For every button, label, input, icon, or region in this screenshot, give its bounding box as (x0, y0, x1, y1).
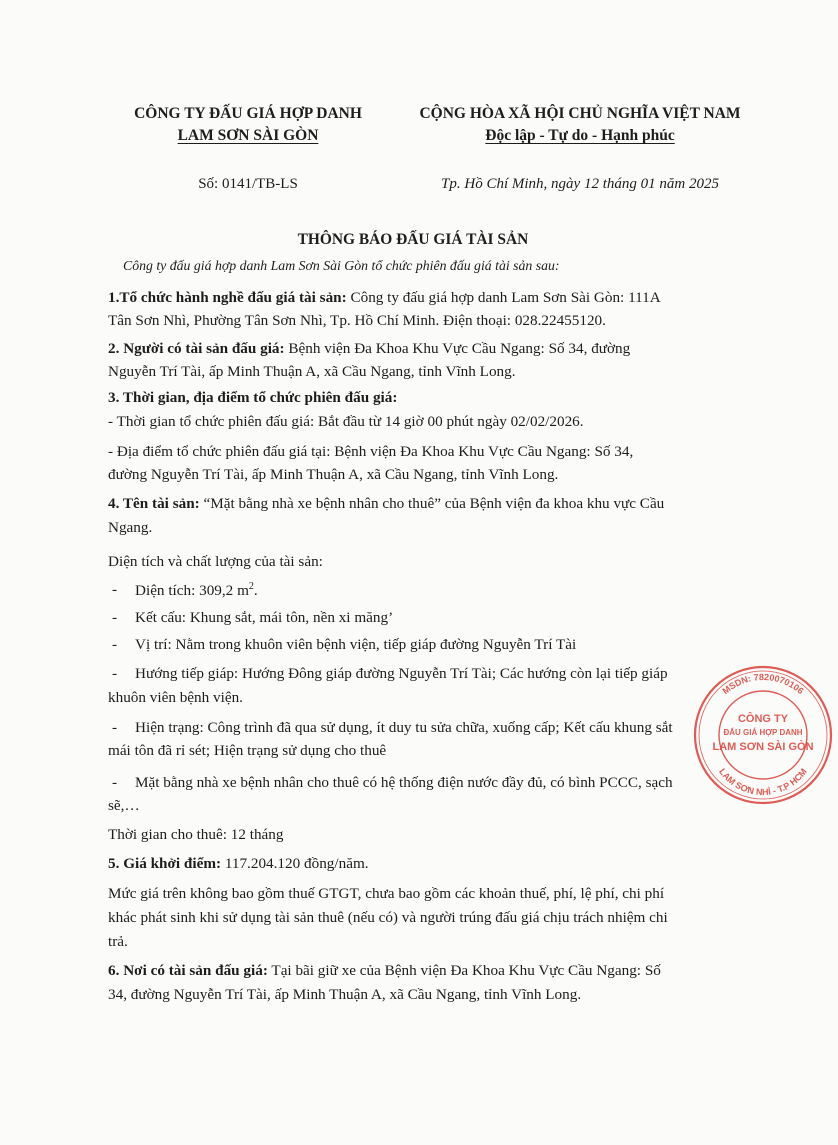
bullet-dash: - (112, 774, 118, 791)
company-name-line1: CÔNG TY ĐẤU GIÁ HỢP DANH (134, 105, 362, 122)
section-6-label: 6. Nơi có tài sản đấu giá: (108, 962, 268, 979)
company-name-line2 (118, 127, 378, 145)
stamp-line2: ĐẤU GIÁ HỢP DANH (723, 728, 803, 737)
price-note-line3: trả. (108, 933, 128, 950)
place-date: Tp. Hồ Chí Minh, ngày 12 tháng 01 năm 2025 (441, 176, 719, 192)
stamp-ring-bottom: LAM SƠN NHÌ - T.P HCM (717, 766, 809, 798)
national-motto (395, 127, 765, 145)
bullet-dash: - (112, 636, 118, 653)
section-6-line2: 34, đường Nguyễn Trí Tài, ấp Minh Thuận A, xã Cầu Ngang, tỉnh Vĩnh Long. (108, 986, 582, 1003)
stamp-ring-top: MSDN: 7820070106 (720, 671, 806, 697)
section-2-line2: Nguyễn Trí Tài, ấp Minh Thuận A, xã Cầu Ngang, tỉnh Vĩnh Long. (108, 363, 516, 380)
section-1-line1 (108, 289, 661, 307)
section-1-line2: Tân Sơn Nhì, Phường Tân Sơn Nhì, Tp. Hồ Chí Minh. Điện thoại: 028.22455120. (108, 312, 606, 329)
svg-text:LAM SƠN NHÌ - T.P HCM (717, 767, 809, 798)
section-4-line1 (108, 495, 664, 513)
asset-structure: Kết cấu: Khung sắt, mái tôn, nền xi măng’ (135, 609, 394, 626)
asset-area-end: . (253, 582, 258, 600)
section-1-label: 1.Tổ chức hành nghề đấu giá tài sản: (108, 289, 347, 306)
asset-direction-line1: Hướng tiếp giáp: Hướng Đông giáp đường Nguyễn Trí Tài; Các hướng còn lại tiếp giáp (135, 665, 668, 682)
asset-status-line1: Hiện trạng: Công trình đã qua sử dụng, ít duy tu sửa chữa, xuống cấp; Kết cấu khung sắt (135, 719, 673, 736)
section-3-place-line2: đường Nguyễn Trí Tài, ấp Minh Thuận A, xã Cầu Ngang, tỉnh Vĩnh Long. (108, 466, 559, 483)
section-3-place-line1: - Địa điểm tổ chức phiên đấu giá tại: Bệnh viện Đa Khoa Khu Vực Cầu Ngang: Số 34, (108, 443, 634, 460)
section-5-label: 5. Giá khởi điểm: (108, 855, 222, 872)
section-3-time: - Thời gian tổ chức phiên đấu giá: Bắt đầu từ 14 giờ 00 phút ngày 02/02/2026. (108, 413, 584, 430)
motto-underlined: Độc lập - Tự do - Hạnh phúc (485, 127, 675, 144)
company-stamp (688, 660, 838, 810)
svg-text:MSDN: 7820070106 (720, 672, 805, 696)
asset-location: Vị trí: Nằm trong khuôn viên bệnh viện, tiếp giáp đường Nguyễn Trí Tài (135, 636, 577, 653)
price-note-line1: Mức giá trên không bao gồm thuế GTGT, chưa bao gồm các khoản thuế, phí, lệ phí, chi phí (108, 885, 665, 902)
asset-status-line2: mái tôn đã rỉ sét; Hiện trạng sử dụng cho thuê (108, 742, 387, 759)
section-2-text: Bệnh viện Đa Khoa Khu Vực Cầu Ngang: Số 34, đường (284, 340, 631, 357)
asset-amenities-line1: Mặt bằng nhà xe bệnh nhân cho thuê có hệ thống điện nước đầy đủ, có bình PCCC, sạch (135, 774, 673, 791)
stamp-line1: CÔNG TY (737, 713, 789, 725)
asset-direction-line2: khuôn viên bệnh viện. (108, 689, 243, 706)
section-4-line2: Ngang. (108, 519, 153, 536)
starting-price: 117.204.120 đồng/năm. (221, 855, 369, 872)
bullet-dash: - (112, 719, 118, 736)
intro-text: Công ty đấu giá hợp danh Lam Sơn Sài Gòn tổ chức phiên đấu giá tài sản sau: (123, 258, 560, 273)
section-4-text: “Mặt bằng nhà xe bệnh nhân cho thuê” của Bệnh viện đa khoa khu vực Cầu (199, 495, 665, 512)
price-note-line2: khác phát sinh khi sử dụng tài sản thuê (nếu có) và người trúng đấu giá chịu trách nhiệm chi (108, 909, 668, 926)
bullet-dash: - (112, 609, 118, 626)
section-2-label: 2. Người có tài sản đấu giá: (108, 340, 285, 357)
section-4-label: 4. Tên tài sản: (108, 495, 200, 512)
section-6-text: Tại bãi giữ xe của Bệnh viện Đa Khoa Khu Vực Cầu Ngang: Số (267, 962, 661, 979)
national-title: CỘNG HÒA XÃ HỘI CHỦ NGHĨA VIỆT NAM (419, 105, 741, 122)
company-name-underlined: LAM SƠN SÀI GÒN (177, 127, 319, 144)
document-number: Số: 0141/TB-LS (198, 176, 298, 192)
asset-area (135, 581, 258, 600)
asset-area-text: Diện tích: 309,2 m (135, 582, 249, 600)
bullet-dash: - (112, 581, 118, 598)
asset-amenities-line2: sẽ,… (108, 797, 140, 814)
stamp-seal-icon (688, 660, 838, 810)
section-1-text: Công ty đấu giá hợp danh Lam Sơn Sài Gòn: 111A (346, 289, 661, 306)
asset-description-heading: Diện tích và chất lượng của tài sản: (108, 553, 323, 570)
section-3-label: 3. Thời gian, địa điểm tổ chức phiên đấu giá: (108, 389, 398, 406)
lease-term: Thời gian cho thuê: 12 tháng (108, 826, 284, 843)
stamp-line3: LAM SƠN SÀI GÒN (712, 741, 814, 753)
section-2-line1 (108, 340, 630, 358)
document-title: THÔNG BÁO ĐẤU GIÁ TÀI SẢN (297, 231, 529, 248)
section-5-line1 (108, 855, 369, 873)
asset-area-unit-sup: 2 (248, 581, 254, 592)
section-6-line1 (108, 962, 661, 980)
bullet-dash: - (112, 665, 118, 682)
